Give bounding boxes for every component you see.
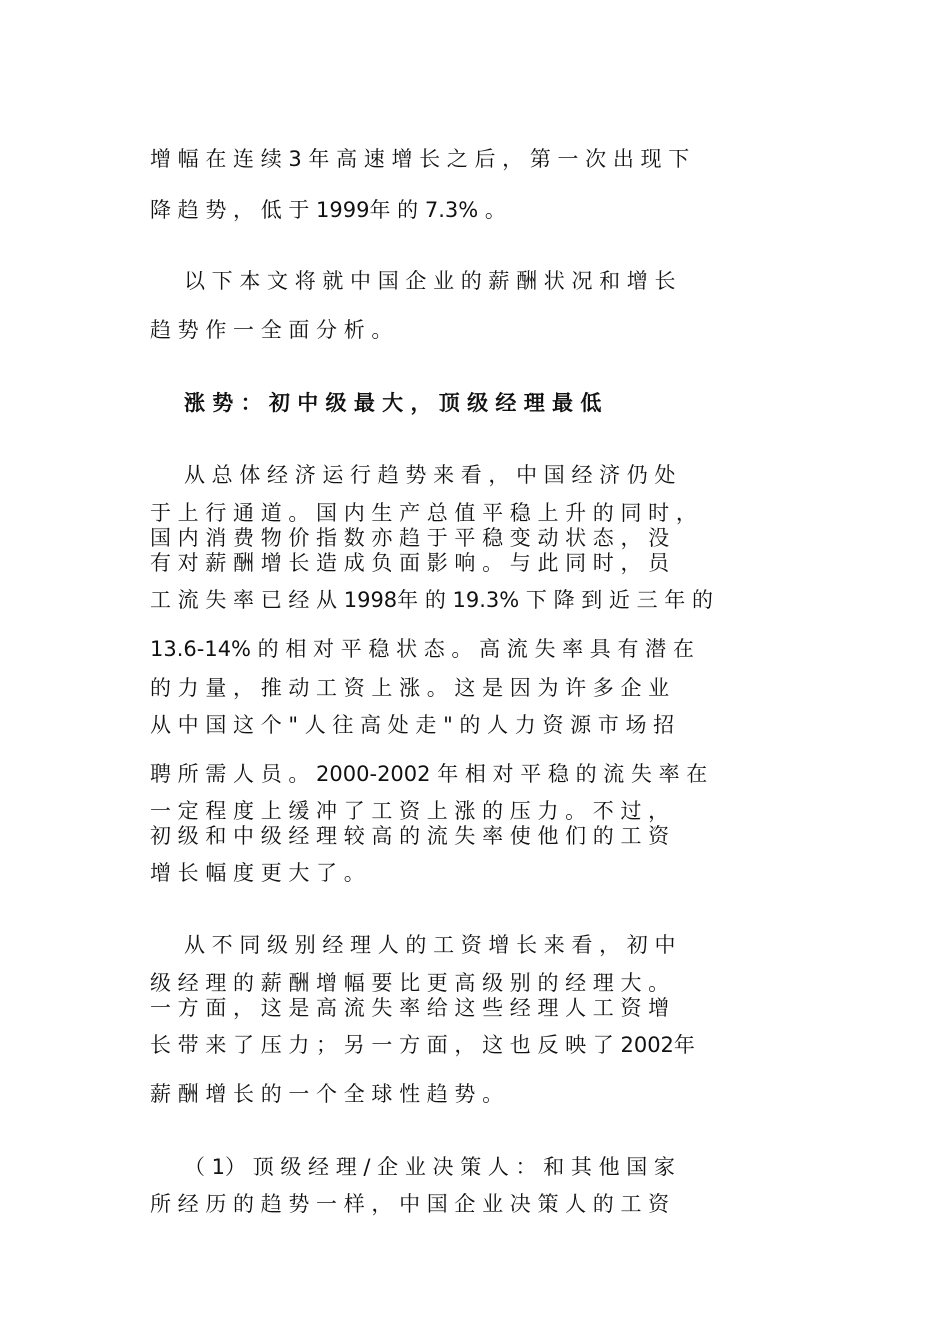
body-text-line: （ 1） 顶 级 经 理 / 企 业 决 策 人 ： 和 其 他 国 家 [184,1155,675,1179]
body-text-line: 长 带 来 了 压 力 ； 另 一 方 面 ， 这 也 反 映 了 2002年 [150,1033,695,1057]
section-heading: 涨 势 ： 初 中 级 最 大 ， 顶 级 经 理 最 低 [184,391,602,415]
body-text-line: 有 对 薪 酬 增 长 造 成 负 面 影 响 。 与 此 同 时 ， 员 [150,551,670,575]
body-text-line: 聘 所 需 人 员 。 2000-2002 年 相 对 平 稳 的 流 失 率 在 [150,762,708,786]
body-text-line: 初 级 和 中 级 经 理 较 高 的 流 失 率 使 他 们 的 工 资 [150,824,670,848]
body-text-line: 国 内 消 费 物 价 指 数 亦 趋 于 平 稳 变 动 状 态 ， 没 [150,526,670,550]
body-text-line: 所 经 历 的 趋 势 一 样 ， 中 国 企 业 决 策 人 的 工 资 [150,1192,670,1216]
body-text-line: 一 定 程 度 上 缓 冲 了 工 资 上 涨 的 压 力 。 不 过 ， [150,799,670,823]
body-text-line: 13.6-14% 的 相 对 平 稳 状 态 。 高 流 失 率 具 有 潜 在 [150,637,694,661]
body-text-line: 降 趋 势 ， 低 于 1999年 的 7.3% 。 [150,198,506,222]
body-text-line: 的 力 量 ， 推 动 工 资 上 涨 。 这 是 因 为 许 多 企 业 [150,676,670,700]
body-text-line: 级 经 理 的 薪 酬 增 幅 要 比 更 高 级 别 的 经 理 大 。 [150,971,670,995]
body-text-line: 从 不 同 级 别 经 理 人 的 工 资 增 长 来 看 ， 初 中 [184,933,676,957]
body-text-line: 一 方 面 ， 这 是 高 流 失 率 给 这 些 经 理 人 工 资 增 [150,996,670,1020]
body-text-line: 于 上 行 通 道 。 国 内 生 产 总 值 平 稳 上 升 的 同 时 ， [150,501,697,525]
body-text-line: 增 长 幅 度 更 大 了 。 [150,861,365,885]
body-text-line: 工 流 失 率 已 经 从 1998年 的 19.3% 下 降 到 近 三 年 的 [150,588,713,612]
body-text-line: 从 总 体 经 济 运 行 趋 势 来 看 ， 中 国 经 济 仍 处 [184,463,676,487]
body-text-line: 趋 势 作 一 全 面 分 析 。 [150,318,393,342]
body-text-line: 从 中 国 这 个 " 人 往 高 处 走 " 的 人 力 资 源 市 场 招 [150,713,675,737]
body-text-line: 增 幅 在 连 续 3 年 高 速 增 长 之 后 ， 第 一 次 出 现 下 [150,147,690,171]
body-text-line: 薪 酬 增 长 的 一 个 全 球 性 趋 势 。 [150,1082,504,1106]
body-text-line: 以 下 本 文 将 就 中 国 企 业 的 薪 酬 状 况 和 增 长 [184,269,676,293]
